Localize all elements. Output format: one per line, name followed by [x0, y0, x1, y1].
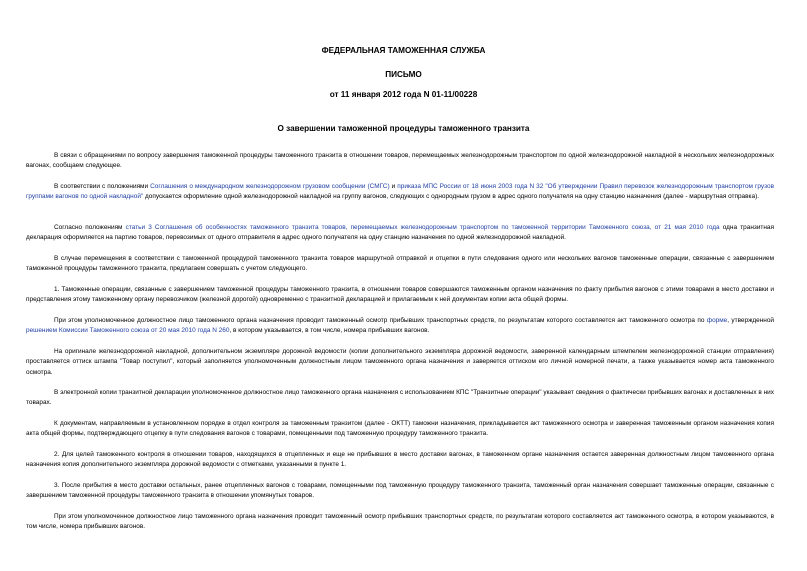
paragraph-text: При этом уполномоченное должностное лицо таможенного органа назначения проводит таможенный осмотр прибывших транспортных средств, по результатам которого составляется акт таможенного осмотра по	[54, 317, 707, 324]
paragraph-intro: В связи с обращениями по вопросу завершения таможенной процедуры таможенного транзита в отношении товаров, перемещаемых железнодорожным транспортом по одной железнодорожной накладной в нескольких железнодорожных вагонах, сообщаем следующее.	[26, 152, 774, 170]
link-commission-decision[interactable]: решением Комиссии Таможенного союза от 20 мая 2010 года N 260	[26, 327, 230, 335]
paragraph-item-2: 2. Для целей таможенного контроля в отношении товаров, находящихся в отцепленных и еще не прибывших в место доставки вагонах, в таможенном органе назначения остается заверенная должностным лицом таможенного органа назначения копия дополнительного экземпляра дорожной ведомости с отметками, указанными в пункте 1.	[26, 451, 774, 469]
paragraph-text: Согласно положениям	[54, 224, 126, 231]
link-smgs-agreement[interactable]: Соглашения о международном железнодорожном грузовом сообщении (СМГС)	[150, 183, 390, 190]
paragraph-smgs	[26, 182, 774, 203]
paragraph-text: допускается оформление одной железнодорожной накладной на группу вагонов, следующих с однородным грузом в адрес одного получателя на одну станцию назначения (далее - маршрутная отправка).	[143, 193, 760, 201]
agency-name: ФЕДЕРАЛЬНАЯ ТАМОЖЕННАЯ СЛУЖБА	[321, 46, 486, 55]
link-article-3-agreement[interactable]: статьи 3 Соглашения об особенностях таможенного транзита товаров, перемещаемых железнодорожным транспортом по таможенной территории Таможенного союза, от 21 мая 2010 года	[125, 224, 720, 231]
paragraph-documents-oktt: К документам, направляемым в установленном порядке в отдел контроля за таможенным транзитом (далее - ОКТТ) таможни назначения, прикладывается акт таможенного осмотра и заверенная таможенным органом назначения копия акта общей формы, подтверждающего отцепку в пути следования вагонов с товарами, помещенными под таможенную процедуру таможенного транзита.	[26, 420, 774, 438]
document-date-number: от 11 января 2012 года N 01-11/00228	[329, 90, 478, 99]
document-subject: О завершении таможенной процедуры таможенного транзита	[277, 124, 530, 133]
document-type: ПИСЬМО	[385, 70, 422, 79]
paragraph-text: , утвержденной	[727, 317, 775, 324]
paragraph-text: и	[389, 183, 398, 190]
paragraph-waybill-stamp: На оригинале железнодорожной накладной, дополнительном экземпляре дорожной ведомости (копии дополнительного экземпляра дорожной ведомости, заверенной календарным штемпелем железнодорожной станции отправления) проставляется оттиск штампа "Товар поступил", который заполняется уполномоченным должностным лицом таможенного органа назначения и заверяется оттиском его личной номерной печати, а также указывается номер акта таможенного осмотра.	[26, 348, 774, 376]
paragraph-final-inspection: При этом уполномоченное должностное лицо таможенного органа назначения проводит таможенный осмотр прибывших транспортных средств, по результатам которого составляется акт таможенного осмотра, в котором указываются, в том числе, номера прибывших вагонов.	[26, 513, 774, 531]
paragraph-article3	[26, 223, 774, 244]
paragraph-text: одна транзитная декларация оформляется на партию товаров, перевозимых от одного отправителя в адрес одного получателя на одну станцию назначения по одной железнодорожной накладной.	[26, 224, 774, 242]
link-form[interactable]: форме	[706, 317, 728, 324]
paragraph-inspection	[26, 316, 774, 337]
paragraph-electronic-copy: В электронной копии транзитной декларации уполномоченное должностное лицо таможенного органа назначения с использованием КПС "Транзитные операции" указывает сведения о фактически прибывших вагонах и доставленных в них товарах.	[26, 389, 774, 407]
paragraph-item-1: 1. Таможенные операции, связанные с завершением таможенной процедуры таможенного транзита, в отношении товаров совершаются таможенным органом назначения по факту прибытия вагонов с этими товарами в место доставки и представления этому таможенному органу перевозчиком (железной дорогой) одновременно с транзитной декларацией и прилагаемым к ней документам копии акта общей формы.	[26, 286, 774, 304]
paragraph-text: В соответствии с положениями	[54, 183, 151, 190]
paragraph-item-3: 3. После прибытия в место доставки остальных, ранее отцепленных вагонов с товарами, помещенными под таможенную процедуру таможенного транзита, таможенный орган назначения совершает таможенные операции, связанные с завершением таможенной процедуры таможенного транзита в отношении упомянутых товаров.	[26, 482, 774, 500]
paragraph-route-shipment: В случае перемещения в соответствии с таможенной процедурой таможенного транзита товаров маршрутной отправкой и отцепки в пути следования одного или нескольких вагонов таможенные операции, связанные с завершением таможенной процедуры таможенного транзита, предлагаем совершать с учетом следующего.	[26, 255, 774, 273]
paragraph-text: , в котором указывается, в том числе, номера прибывших вагонов.	[229, 327, 430, 335]
link-mps-order[interactable]: приказа МПС России от 18 июня 2003 года N 32 "Об утверждении Правил перевозок железнодорожным транспортом грузов группами вагонов по одной накладной"	[26, 183, 774, 201]
